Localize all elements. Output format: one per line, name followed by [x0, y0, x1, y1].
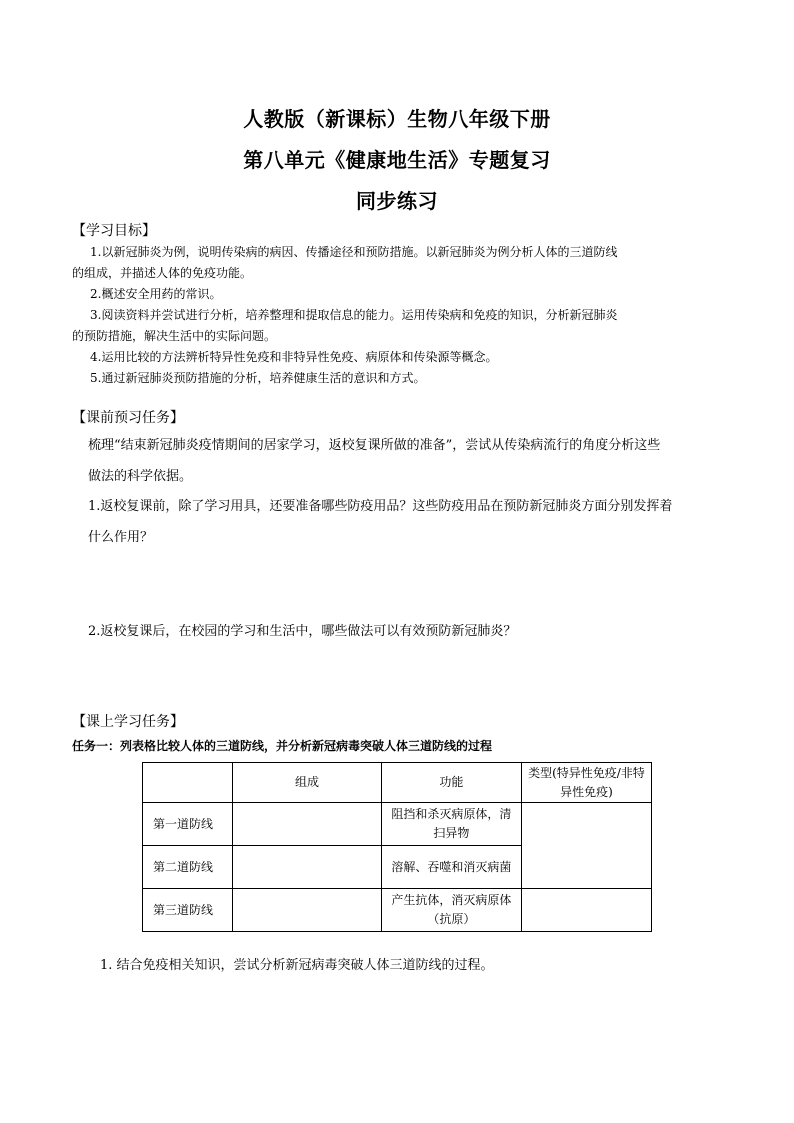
function-cell: 产生抗体，消灭病原体（抗原） — [381, 889, 521, 932]
task1-title: 任务一：列表格比较人体的三道防线，并分析新冠病毒突破人体三道防线的过程 — [72, 739, 493, 753]
title-line-2: 第八单元《健康地生活》专题复习 — [243, 148, 551, 172]
composition-cell[interactable] — [233, 889, 382, 932]
title-line-1: 人教版（新课标）生物八年级下册 — [243, 107, 551, 131]
row-label: 第三道防线 — [143, 889, 233, 932]
table-header-cell: 功能 — [381, 763, 521, 803]
preview-q1-line: 1.返校复课前，除了学习用具，还要准备哪些防疫用品？这些防疫用品在预防新冠肺炎方面分别发挥着 — [88, 499, 673, 514]
function-cell: 阻挡和杀灭病原体，清扫异物 — [381, 803, 521, 846]
preview-intro-line: 做法的科学依据。 — [88, 469, 193, 484]
row-label: 第二道防线 — [143, 846, 233, 889]
table-row — [143, 889, 652, 932]
type-cell[interactable] — [521, 889, 651, 932]
table-header-row — [143, 763, 652, 803]
preview-question-1 — [72, 491, 728, 553]
objective-line: 4.运用比较的方法辨析特异性免疫和非特异性免疫、病原体和传染源等概念。 — [90, 350, 498, 364]
function-cell: 溶解、吞噬和消灭病菌 — [381, 846, 521, 889]
objective-line: 3.阅读资料并尝试进行分析，培养整理和提取信息的能力。运用传染病和免疫的知识，分析新冠肺炎 — [90, 308, 618, 322]
table-header-cell: 类型(特异性免疫/非特异性免疫) — [521, 763, 651, 803]
objectives-list — [72, 242, 722, 389]
table-row — [143, 803, 652, 846]
objective-line: 5.通过新冠肺炎预防措施的分析，培养健康生活的意识和方式。 — [90, 371, 426, 385]
type-cell[interactable] — [521, 803, 651, 889]
preview-intro-line: 梳理“结束新冠肺炎疫情期间的居家学习，返校复课所做的准备”，尝试从传染病流行的角度分析这些 — [88, 438, 661, 453]
preview-question-2 — [72, 616, 728, 647]
table-header-cell: 组成 — [233, 763, 382, 803]
objective-line: 2.概述安全用药的常识。 — [90, 287, 222, 301]
objective-line: 的预防措施，解决生活中的实际问题。 — [72, 329, 277, 343]
objective-line: 1.以新冠肺炎为例，说明传染病的病因、传播途径和预防措施。以新冠肺炎为例分析人体的三道防线 — [90, 245, 618, 259]
inclass-question-1: 1. 结合免疫相关知识，尝试分析新冠病毒突破人体三道防线的过程。 — [100, 958, 494, 973]
preview-heading: 【课前预习任务】 — [72, 410, 184, 426]
defense-lines-table — [142, 762, 652, 932]
preview-q1-line: 什么作用？ — [88, 530, 154, 545]
composition-cell[interactable] — [233, 846, 382, 889]
title-line-3: 同步练习 — [356, 189, 438, 213]
objective-line: 的组成，并描述人体的免疫功能。 — [72, 266, 253, 280]
preview-q2-line: 2.返校复课后，在校园的学习和生活中，哪些做法可以有效预防新冠肺炎？ — [88, 624, 517, 639]
table-header-cell — [143, 763, 233, 803]
objectives-heading: 【学习目标】 — [72, 223, 156, 239]
composition-cell[interactable] — [233, 803, 382, 846]
preview-intro — [72, 430, 728, 492]
inclass-heading: 【课上学习任务】 — [72, 714, 184, 730]
row-label: 第一道防线 — [143, 803, 233, 846]
